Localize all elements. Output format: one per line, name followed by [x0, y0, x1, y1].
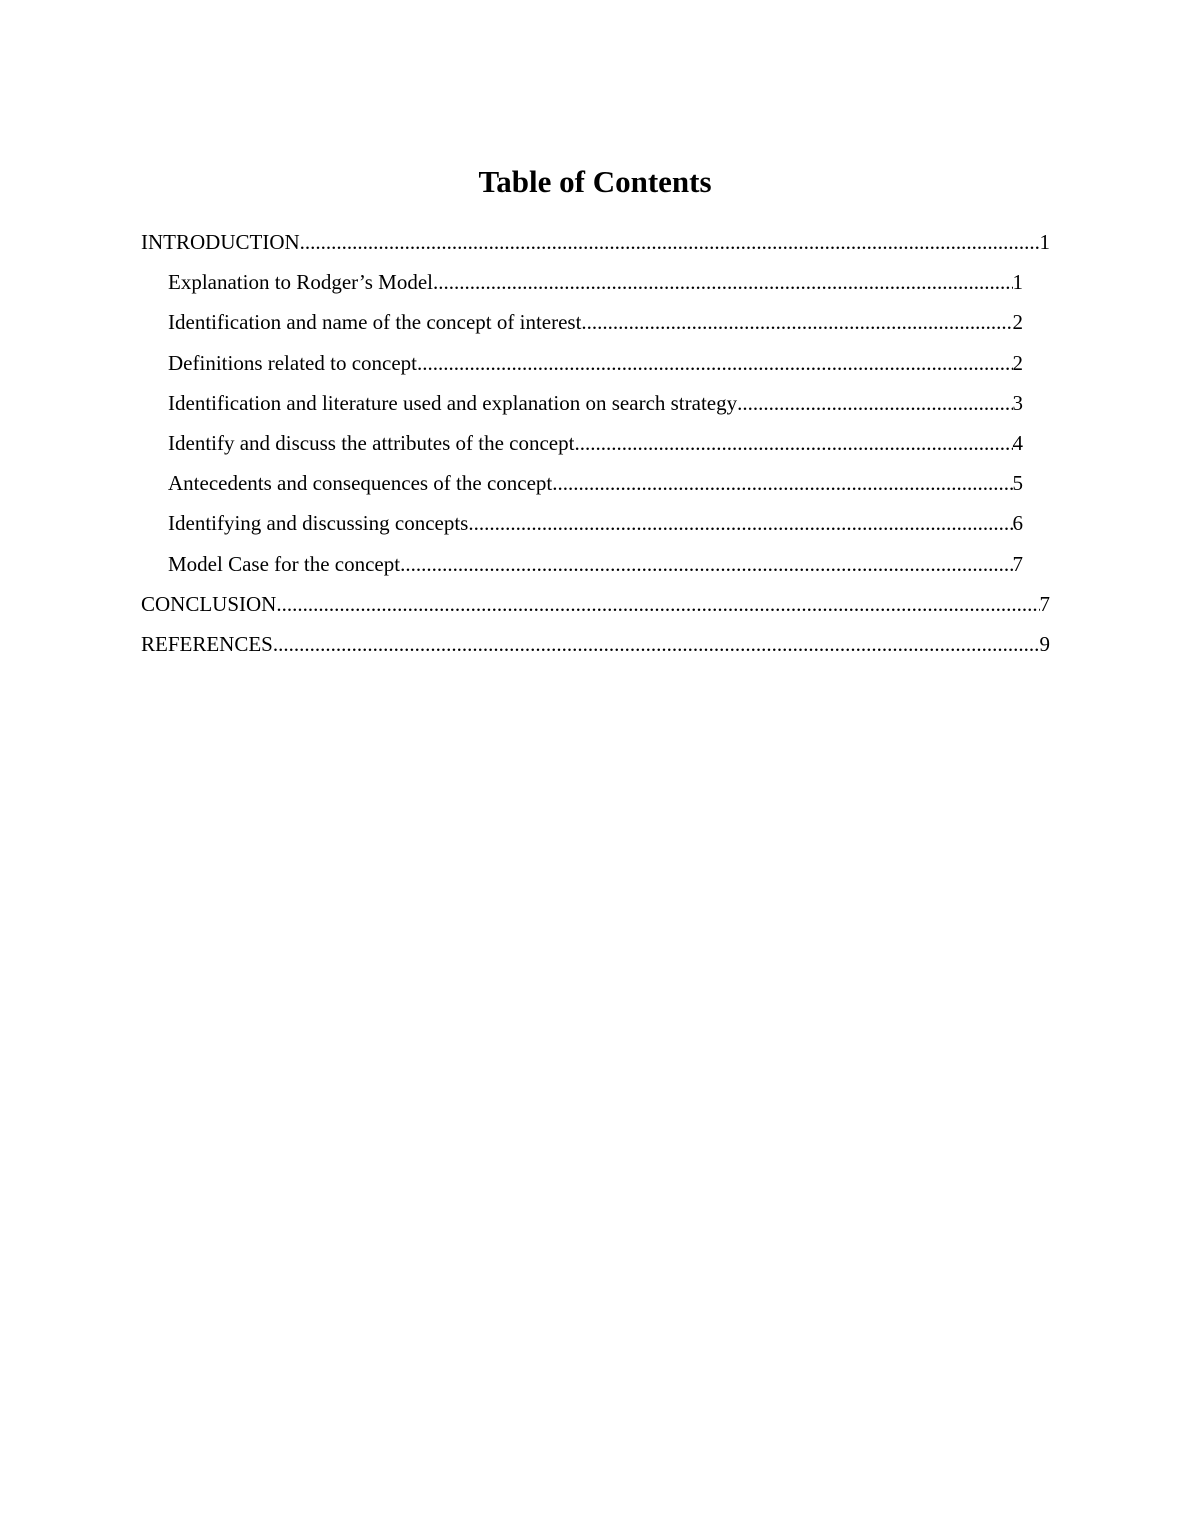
toc-entry-label: Definitions related to concept — [168, 350, 417, 375]
toc-dot-leader — [417, 351, 1013, 375]
toc-entry-attributes[interactable] — [168, 423, 1023, 463]
toc-dot-leader — [581, 310, 1012, 334]
toc-page-number: 3 — [1012, 390, 1023, 415]
toc-dot-leader — [737, 391, 1012, 415]
toc-page-number: 1 — [1039, 230, 1050, 255]
toc-page-number: 5 — [1012, 471, 1023, 496]
toc-page-number: 7 — [1012, 551, 1023, 576]
toc-entry-identifying-concepts[interactable] — [168, 503, 1023, 543]
toc-page-number: 6 — [1012, 511, 1023, 536]
toc-page-number: 1 — [1012, 270, 1023, 295]
toc-entry-references[interactable] — [141, 624, 1050, 664]
toc-entry-label: Identification and name of the concept of interest — [168, 310, 582, 335]
toc-entry-search-strategy[interactable] — [168, 383, 1023, 423]
toc-dot-leader — [433, 270, 1013, 294]
toc-entry-definitions[interactable] — [168, 343, 1023, 383]
toc-dot-leader — [574, 431, 1012, 455]
toc-entry-rodgers-model[interactable] — [168, 262, 1023, 302]
toc-page-number: 7 — [1039, 591, 1050, 616]
toc-entry-conclusion[interactable] — [141, 584, 1050, 624]
toc-entry-label: Identifying and discussing concepts — [168, 511, 469, 536]
toc-entry-antecedents[interactable] — [168, 463, 1023, 503]
toc-entry-label: Explanation to Rodger’s Model — [168, 270, 433, 295]
toc-page-number: 4 — [1012, 431, 1023, 456]
toc-entry-label: REFERENCES — [141, 631, 273, 656]
toc-title: Table of Contents — [478, 164, 712, 199]
toc-list — [0, 222, 1190, 664]
toc-dot-leader — [300, 230, 1040, 254]
toc-entry-label: Antecedents and consequences of the concept — [168, 471, 553, 496]
toc-entry-label: Model Case for the concept — [168, 551, 401, 576]
toc-entry-label: INTRODUCTION — [141, 230, 300, 255]
toc-dot-leader — [273, 632, 1040, 656]
toc-entry-model-case[interactable] — [168, 544, 1023, 584]
toc-dot-leader — [468, 511, 1012, 535]
toc-entry-introduction[interactable] — [141, 222, 1050, 262]
toc-entry-label: CONCLUSION — [141, 591, 277, 616]
toc-dot-leader — [552, 471, 1012, 495]
toc-entry-concept-of-interest[interactable] — [168, 302, 1023, 342]
toc-entry-label: Identification and literature used and explanation on search strategy — [168, 390, 738, 415]
toc-dot-leader — [400, 552, 1012, 576]
toc-page-number: 9 — [1039, 631, 1050, 656]
toc-dot-leader — [276, 592, 1039, 616]
toc-page-number: 2 — [1012, 310, 1023, 335]
toc-entry-label: Identify and discuss the attributes of the concept — [168, 431, 575, 456]
toc-page-number: 2 — [1012, 350, 1023, 375]
